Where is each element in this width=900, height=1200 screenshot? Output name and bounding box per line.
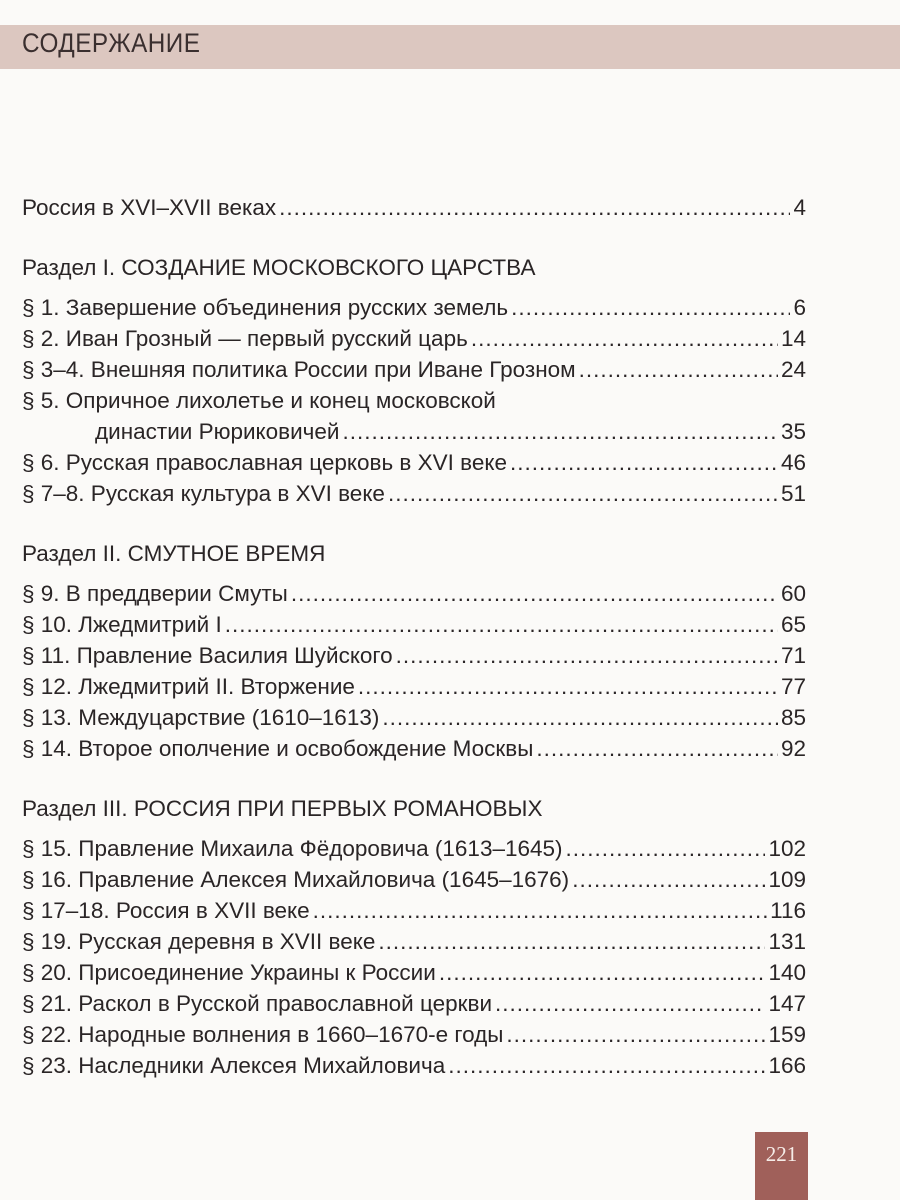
dot-leader <box>572 864 765 895</box>
dot-leader <box>439 957 766 988</box>
dot-leader <box>495 988 765 1019</box>
toc-entry-page: 116 <box>770 898 806 923</box>
section-heading: Раздел I. СОЗДАНИЕ МОСКОВСКОГО ЦАРСТВА <box>22 255 536 280</box>
toc-entry-label: § 21. Раскол в Русской православной церкви <box>22 991 493 1016</box>
toc-entry-label: § 10. Лжедмитрий I <box>22 612 222 637</box>
toc-entry[interactable] <box>22 733 806 764</box>
toc-entry[interactable] <box>22 833 806 864</box>
dot-leader <box>342 416 777 447</box>
toc-entry[interactable] <box>22 1019 806 1050</box>
toc-entry-label: § 12. Лжедмитрий II. Вторжение <box>22 674 355 699</box>
toc-entry-page: 24 <box>780 357 806 382</box>
toc-entry-intro[interactable] <box>22 192 806 223</box>
toc-entry[interactable] <box>22 478 806 509</box>
toc-entry-page: 131 <box>768 929 806 954</box>
toc-entry[interactable] <box>22 416 806 447</box>
dot-leader <box>225 609 778 640</box>
dot-leader <box>510 447 778 478</box>
toc-entry[interactable] <box>22 447 806 478</box>
toc-entry-label: § 11. Правление Василия Шуйского <box>22 643 393 668</box>
toc-entry-label: § 9. В преддверии Смуты <box>22 581 288 606</box>
dot-leader <box>313 895 767 926</box>
toc-entry-page: 166 <box>768 1053 806 1078</box>
toc-entry[interactable] <box>22 926 806 957</box>
toc-entry-page: 4 <box>793 195 806 220</box>
dot-leader <box>448 1050 765 1081</box>
toc-entry[interactable] <box>22 895 806 926</box>
toc-entry-page: 51 <box>780 481 806 506</box>
toc-entry-label: § 17–18. Россия в XVII веке <box>22 898 310 923</box>
toc-entry-label: § 19. Русская деревня в XVII веке <box>22 929 376 954</box>
page-number: 221 <box>755 1132 808 1200</box>
toc-entry-page: 6 <box>793 295 806 320</box>
toc-entry[interactable] <box>22 1050 806 1081</box>
toc-entry-page: 65 <box>780 612 806 637</box>
toc-entry-label: § 22. Народные волнения в 1660–1670-е годы <box>22 1022 504 1047</box>
toc-entry[interactable] <box>22 323 806 354</box>
toc-entry-page: 159 <box>768 1022 806 1047</box>
dot-leader <box>511 292 790 323</box>
dot-leader <box>566 833 766 864</box>
toc-entry-label: § 16. Правление Алексея Михайловича (1645–1676) <box>22 867 570 892</box>
toc-entry-page: 14 <box>780 326 806 351</box>
toc-entry-page: 147 <box>768 991 806 1016</box>
toc-entry[interactable] <box>22 640 806 671</box>
toc-entry[interactable] <box>22 957 806 988</box>
toc-entry-label: § 3–4. Внешняя политика России при Иване Грозном <box>22 357 576 382</box>
toc-entry-label: § 6. Русская православная церковь в XVI веке <box>22 450 507 475</box>
toc-entry-page: 60 <box>780 581 806 606</box>
toc-entry[interactable] <box>22 292 806 323</box>
toc-entry[interactable] <box>22 988 806 1019</box>
toc-entry[interactable] <box>22 354 806 385</box>
toc-entry-label: § 13. Междуцарствие (1610–1613) <box>22 705 380 730</box>
dot-leader <box>506 1019 765 1050</box>
dot-leader <box>279 192 790 223</box>
section-heading: Раздел II. СМУТНОЕ ВРЕМЯ <box>22 541 326 566</box>
toc-entry-page: 71 <box>780 643 806 668</box>
dot-leader <box>378 926 765 957</box>
section-heading: Раздел III. РОССИЯ ПРИ ПЕРВЫХ РОМАНОВЫХ <box>22 796 543 821</box>
toc-entry-page: 35 <box>780 419 806 444</box>
toc-entry-label-continued: династии Рюриковичей <box>95 419 340 444</box>
dot-leader <box>396 640 778 671</box>
dot-leader <box>382 702 778 733</box>
dot-leader <box>536 733 778 764</box>
toc-entry-page: 109 <box>768 867 806 892</box>
toc-entry[interactable] <box>22 578 806 609</box>
toc-entry-label: § 15. Правление Михаила Фёдоровича (1613–1645) <box>22 836 563 861</box>
toc-entry[interactable] <box>22 609 806 640</box>
toc-entry-page: 85 <box>780 705 806 730</box>
toc-entry[interactable] <box>22 702 806 733</box>
dot-leader <box>471 323 778 354</box>
dot-leader <box>579 354 778 385</box>
toc-entry-label: Россия в XVI–XVII веках <box>22 195 277 220</box>
toc-entry-label-line[interactable] <box>22 385 806 416</box>
toc-entry[interactable] <box>22 671 806 702</box>
dot-leader <box>388 478 778 509</box>
toc-entry-label: § 14. Второе ополчение и освобождение Москвы <box>22 736 534 761</box>
toc-entry-label: § 5. Опричное лихолетье и конец московской <box>22 388 496 413</box>
toc-entry-page: 92 <box>780 736 806 761</box>
toc-entry-label: § 7–8. Русская культура в XVI веке <box>22 481 385 506</box>
toc-entry-label: § 1. Завершение объединения русских земель <box>22 295 509 320</box>
toc-entry[interactable] <box>22 864 806 895</box>
page-title: СОДЕРЖАНИЕ <box>22 28 201 58</box>
toc-entry-label: § 23. Наследники Алексея Михайловича <box>22 1053 446 1078</box>
dot-leader <box>291 578 778 609</box>
toc-entry-page: 102 <box>768 836 806 861</box>
toc-entry-page: 46 <box>780 450 806 475</box>
toc-entry-label: § 2. Иван Грозный — первый русский царь <box>22 326 468 351</box>
toc-entry-page: 77 <box>780 674 806 699</box>
table-of-contents <box>22 192 806 1081</box>
toc-entry-label: § 20. Присоединение Украины к России <box>22 960 436 985</box>
toc-entry-page: 140 <box>768 960 806 985</box>
dot-leader <box>358 671 778 702</box>
